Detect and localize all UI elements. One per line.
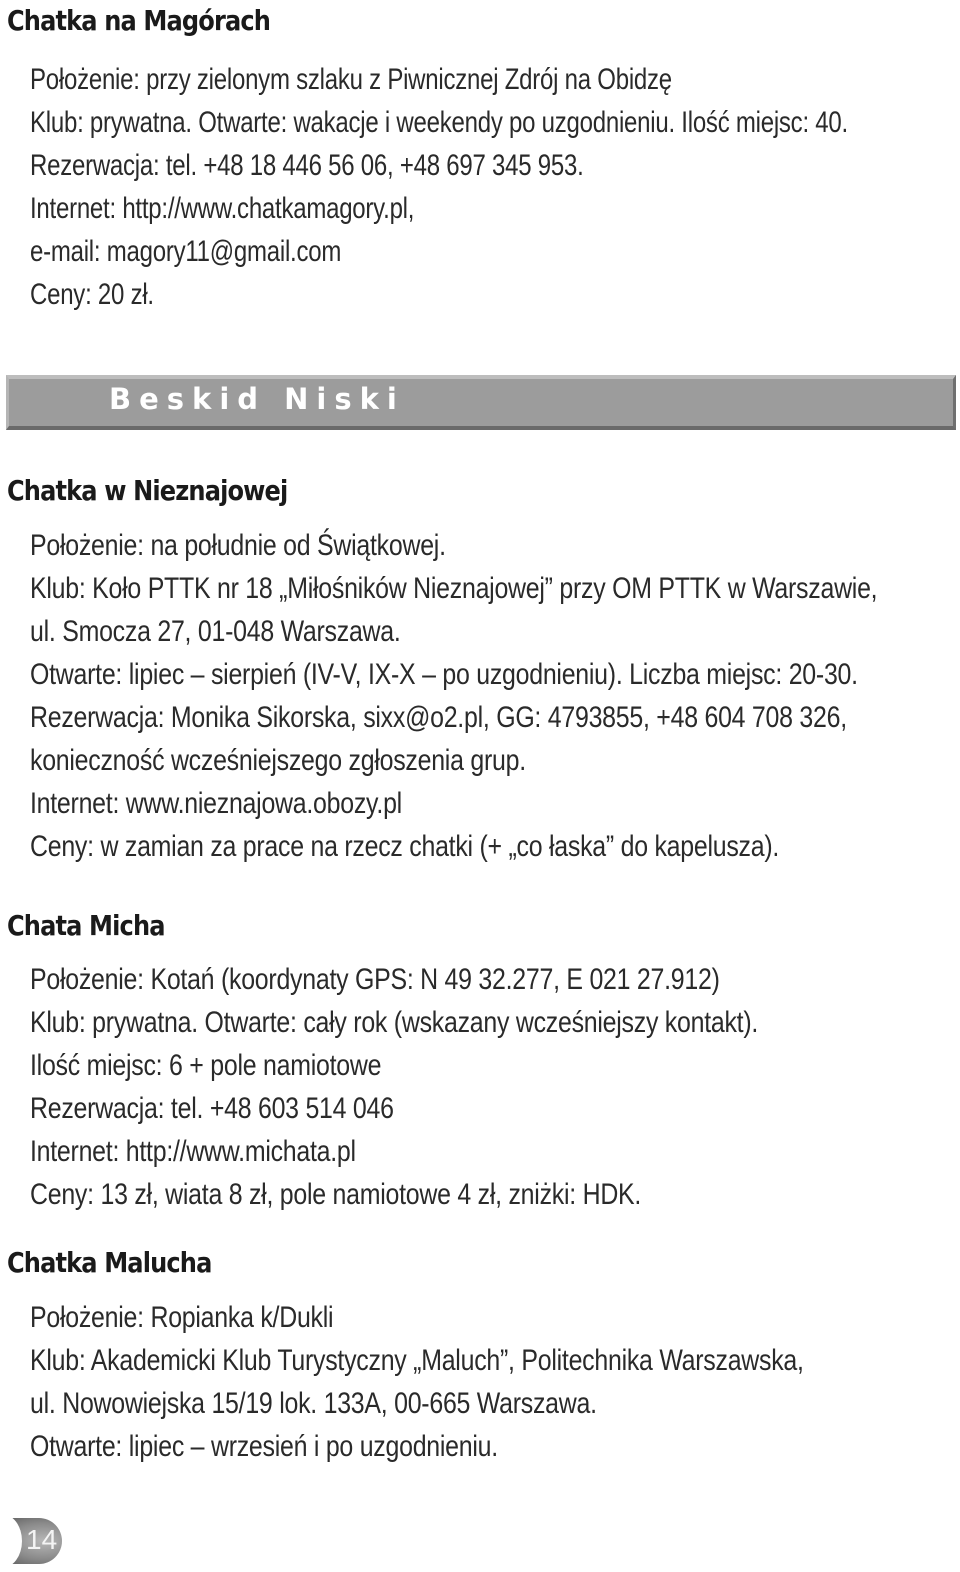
nieznajowa-open: Otwarte: lipiec – sierpień (IV-V, IX-X – po uzgodnieniu). Liczba miejsc: 20-30. — [30, 658, 858, 691]
nieznajowa-address: ul. Smocza 27, 01-048 Warszawa. — [30, 615, 401, 648]
nieznajowa-reservation-note: konieczność wcześniejszego zgłoszenia grup. — [30, 744, 526, 777]
nieznajowa-prices: Ceny: w zamian za prace na rzecz chatki (+ „co łaska” do kapelusza). — [30, 830, 780, 863]
magory-prices: Ceny: 20 zł. — [30, 278, 154, 311]
section-title-malucha: Chatka Malucha — [7, 1246, 212, 1279]
section-title-micha: Chata Micha — [7, 909, 165, 942]
page-number-tab — [0, 1518, 62, 1564]
nieznajowa-reservation: Rezerwacja: Monika Sikorska, sixx@o2.pl, GG: 4793855, +48 604 708 326, — [30, 701, 847, 734]
magory-email: e-mail: magory11@gmail.com — [30, 235, 342, 268]
micha-club: Klub: prywatna. Otwarte: cały rok (wskazany wcześniejszy kontakt). — [30, 1006, 759, 1039]
nieznajowa-website: Internet: www.nieznajowa.obozy.pl — [30, 787, 402, 820]
micha-capacity: Ilość miejsc: 6 + pole namiotowe — [30, 1049, 382, 1082]
nieznajowa-club: Klub: Koło PTTK nr 18 „Miłośników Nieznajowej” przy OM PTTK w Warszawie, — [30, 572, 878, 605]
malucha-location: Położenie: Ropianka k/Dukli — [30, 1301, 334, 1334]
magory-club: Klub: prywatna. Otwarte: wakacje i weekendy po uzgodnieniu. Ilość miejsc: 40. — [30, 106, 848, 139]
micha-prices: Ceny: 13 zł, wiata 8 zł, pole namiotowe 4 zł, zniżki: HDK. — [30, 1178, 642, 1211]
malucha-open: Otwarte: lipiec – wrzesień i po uzgodnieniu. — [30, 1430, 498, 1463]
region-banner — [6, 375, 956, 430]
magory-website: Internet: http://www.chatkamagory.pl, — [30, 192, 415, 225]
micha-reservation: Rezerwacja: tel. +48 603 514 046 — [30, 1092, 394, 1125]
region-banner-title: Beskid Niski — [109, 382, 405, 416]
magory-reservation: Rezerwacja: tel. +48 18 446 56 06, +48 697 345 953. — [30, 149, 584, 182]
malucha-club: Klub: Akademicki Klub Turystyczny „Maluch”, Politechnika Warszawska, — [30, 1344, 804, 1377]
nieznajowa-location: Położenie: na południe od Świątkowej. — [30, 529, 446, 562]
micha-website: Internet: http://www.michata.pl — [30, 1135, 356, 1168]
malucha-address: ul. Nowowiejska 15/19 lok. 133A, 00-665 Warszawa. — [30, 1387, 597, 1420]
section-title-nieznajowa: Chatka w Nieznajowej — [7, 474, 288, 507]
micha-location: Położenie: Kotań (koordynaty GPS: N 49 32.277, E 021 27.912) — [30, 963, 720, 996]
section-title-magory: Chatka na Magórach — [7, 4, 271, 37]
magory-location: Położenie: przy zielonym szlaku z Piwnicznej Zdrój na Obidzę — [30, 63, 672, 96]
page-number: 14 — [26, 1524, 58, 1555]
